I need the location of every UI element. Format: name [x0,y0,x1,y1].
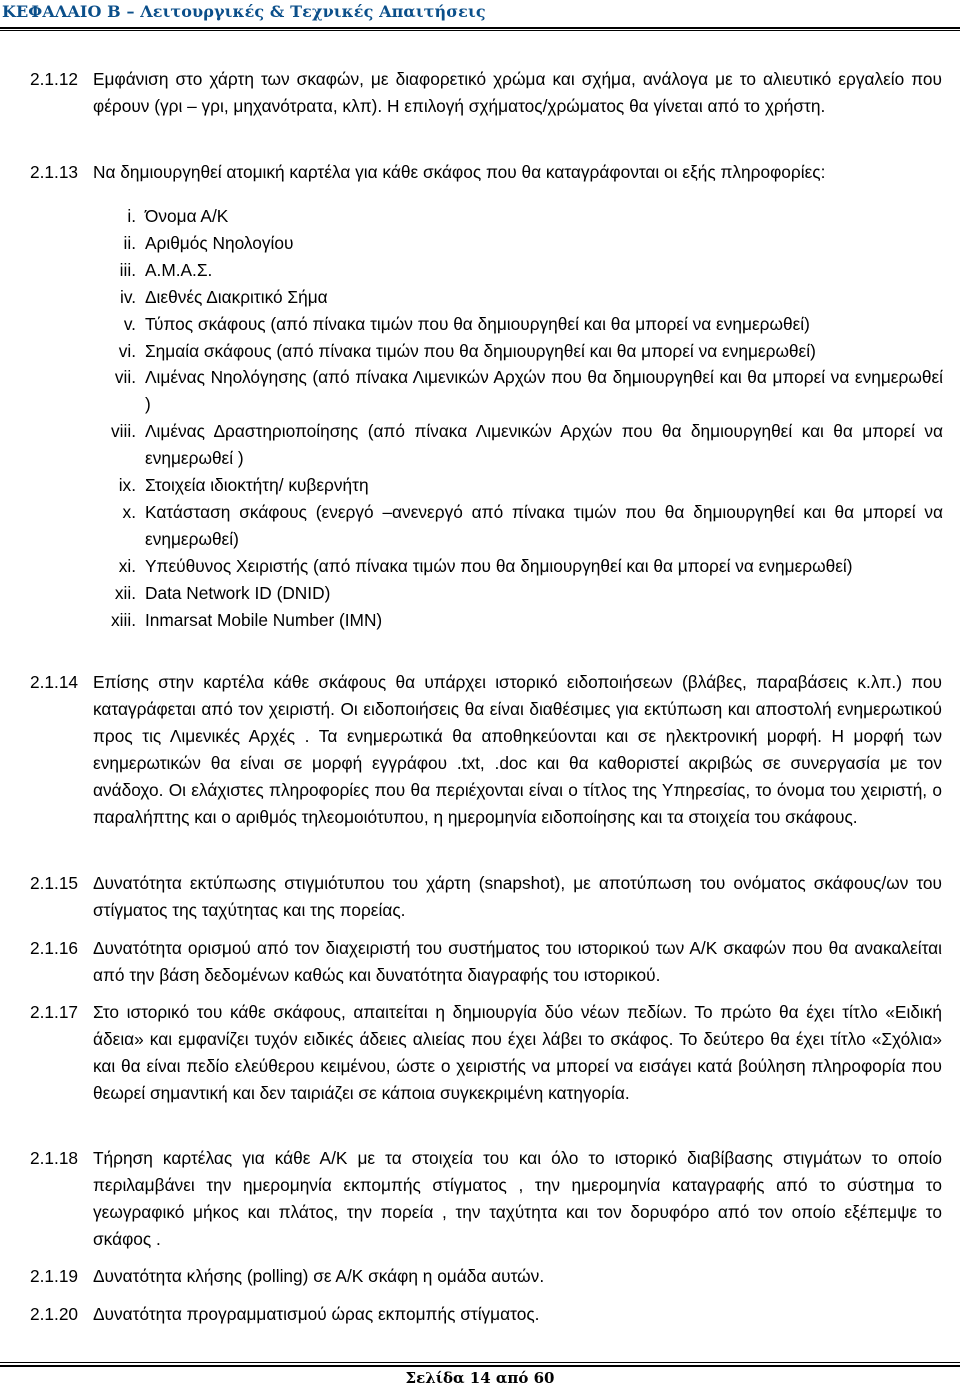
requirement [30,159,942,186]
list-numeral: i. [127,206,136,226]
list-numeral: xiii. [111,609,136,630]
list-numeral: xii. [114,582,136,603]
footer-rule [0,1365,960,1367]
list-numeral: iii. [119,259,136,280]
list-item-text: Α.Μ.Α.Σ. [145,259,213,280]
requirement-number: 2.1.18 [30,1148,79,1168]
requirement-text: Δυνατότητα κλήσης (polling) σε Α/Κ σκάφη η ομάδα αυτών. [93,1266,545,1286]
requirement-text: Δυνατότητα προγραμματισμού ώρας εκπομπής στίγματος. [93,1304,540,1324]
chapter-header: ΚΕΦΑΛΑΙΟ Β – Λειτουργικές & Τεχνικές Απαιτήσεις [2,2,486,21]
requirement [30,1301,942,1328]
requirement [30,1263,942,1290]
requirement-text: Να δημιουργηθεί ατομική καρτέλα για κάθε σκάφος που θα καταγράφονται οι εξής πληροφορίες: [93,162,826,182]
list-item-text: Λιμένας Νηολόγησης (από πίνακα Λιμενικών Αρχών που θα δημιουργηθεί και θα μπορεί να ενημερωθεί ) [145,367,943,415]
footer-rule-thin [0,1362,960,1363]
list-numeral: vii. [114,367,136,388]
list-numeral: x. [122,501,136,522]
list-numeral: iv. [120,286,136,307]
requirement-text: Δυνατότητα ορισμού από τον διαχειριστή του συστήματος του ιστορικού των Α/Κ σκαφών που θα ανακαλείται από την βάση δεδομένων καθώς και δυνατότητα διαγραφής του ιστορικού. [93,938,942,985]
requirement [30,935,942,989]
list-item [93,472,943,499]
list-item-text: Στοιχεία ιδιοκτήτη/ κυβερνήτη [145,475,369,496]
header-rule-thin [0,30,960,31]
list-item [93,284,943,311]
requirement-number: 2.1.15 [30,873,79,893]
list-numeral: viii. [111,421,136,442]
list-item [93,418,943,472]
page-number: Σελίδα 14 από 60 [405,1369,555,1387]
requirement-number: 2.1.20 [30,1304,79,1324]
list-item [93,607,943,634]
list-item [93,257,943,284]
vessel-card-field-list [93,203,943,634]
list-item-text: Κατάσταση σκάφους (ενεργό –ανενεργό από πίνακα τιμών που θα δημιουργηθεί και θα μπορεί να ενημερωθεί) [145,501,943,549]
list-item-text: Λιμένας Δραστηριοποίησης (από πίνακα Λιμενικών Αρχών που θα δημιουργηθεί και θα μπορεί να ενημερωθεί ) [145,421,943,469]
requirement-text: Δυνατότητα εκτύπωσης στιγμιότυπου του χάρτη (snapshot), με αποτύπωση του ονόματος σκάφους/ων του στίγματος της ταχύτητας και της πορείας. [93,873,942,920]
list-item-text: Data Network ID (DNID) [145,582,331,603]
list-item [93,499,943,553]
requirement-number: 2.1.17 [30,1002,79,1022]
list-item [93,230,943,257]
requirement-number: 2.1.12 [30,69,79,89]
requirement [30,999,942,1107]
list-numeral: v. [123,313,136,334]
requirement-number: 2.1.16 [30,938,79,958]
list-item-text: Αριθμός Νηολογίου [145,232,294,253]
list-item [93,580,943,607]
list-numeral: ii. [123,232,136,253]
header-rule [0,27,960,29]
requirement-text: Τήρηση καρτέλας για κάθε Α/Κ με τα στοιχεία του και όλο το ιστορικό διαβίβασης στιγμάτων το οποίο περιλαμβάνει την ημερομηνία εκπομπής στίγματος , την ημερομηνία καταγραφής από το σύστημα το γεωγραφικό μήκος και πλάτος, την πορεία , την ταχύτητα και τον δορυφόρο από τον οποίο εξέπεμψε το σκάφος . [93,1148,942,1249]
list-item-text: Υπεύθυνος Χειριστής (από πίνακα τιμών που θα δημιουργηθεί και θα μπορεί να ενημερωθεί) [145,555,853,576]
list-numeral: ix. [118,475,136,496]
list-item [93,338,943,365]
list-item-text: Τύπος σκάφους (από πίνακα τιμών που θα δημιουργηθεί και θα μπορεί να ενημερωθεί) [145,313,810,334]
list-numeral: xi. [118,555,136,576]
requirement-text: Επίσης στην καρτέλα κάθε σκάφους θα υπάρχει ιστορικό ειδοποιήσεων (βλάβες, παραβάσεις κ.λπ.) που καταγράφεται από τον χειριστή. Οι ειδοποιήσεις θα είναι διαθέσιμες για εκτύπωση και αποστολή ενημερωτικού προς τις Λιμενικές Αρχές . Τα ενημερωτικά θα αποθηκεύονται και σε ηλεκτρονική μορφή. Η μορφή των ενημερωτικών θα είναι σε μορφή εγγράφου .txt, .doc και θα καθοριστεί ακριβώς σε συνεργασία με τον ανάδοχο. Οι ελάχιστες πληροφορίες που θα περιέχονται είναι ο τίτλος της Υπηρεσίας, το όνομα του χειριστή, ο παραλήπτης και ο αριθμός τηλεομοιότυπου, η ημερομηνία ειδοποίησης και τα στοιχεία του σκάφους. [93,672,942,827]
requirement-number: 2.1.14 [30,672,79,692]
requirement-number: 2.1.13 [30,162,79,182]
requirement [30,66,942,120]
list-item [93,311,943,338]
list-numeral: vi. [118,340,136,361]
requirement-text: Εμφάνιση στο χάρτη των σκαφών, με διαφορετικό χρώμα και σχήμα, ανάλογα με το αλιευτικό εργαλείο που φέρουν (γρι – γρι, μηχανότρατα, κλπ). Η επιλογή σχήματος/χρώματος θα γίνεται από το χρήστη. [93,69,942,116]
requirement [30,870,942,924]
list-item [93,364,943,418]
list-item [93,553,943,580]
list-item-text: Όνομα Α/Κ [145,206,229,226]
requirement [30,1145,942,1253]
requirement-text: Στο ιστορικό του κάθε σκάφους, απαιτείται η δημιουργία δύο νέων πεδίων. Το πρώτο θα έχει τίτλο «Ειδική άδεια» και εμφανίζει τυχόν ειδικές άδειες αλιείας που έχει λάβει το σκάφος. Το δεύτερο θα έχει τίτλο «Σχόλια» και θα είναι πεδίο ελεύθερου κειμένου, ώστε ο χειριστής να μπορεί να εισάγει κατά βούληση πληροφορία που θεωρεί σημαντική και δεν ταιριάζει σε κάποια συγκεκριμένη κατηγορία. [93,1002,942,1103]
list-item [93,203,943,230]
list-item-text: Διεθνές Διακριτικό Σήμα [145,286,328,307]
requirement-number: 2.1.19 [30,1266,79,1286]
list-item-text: Σημαία σκάφους (από πίνακα τιμών που θα δημιουργηθεί και θα μπορεί να ενημερωθεί) [145,340,816,361]
requirement [30,669,942,830]
list-item-text: Inmarsat Mobile Number (IMN) [145,609,383,630]
